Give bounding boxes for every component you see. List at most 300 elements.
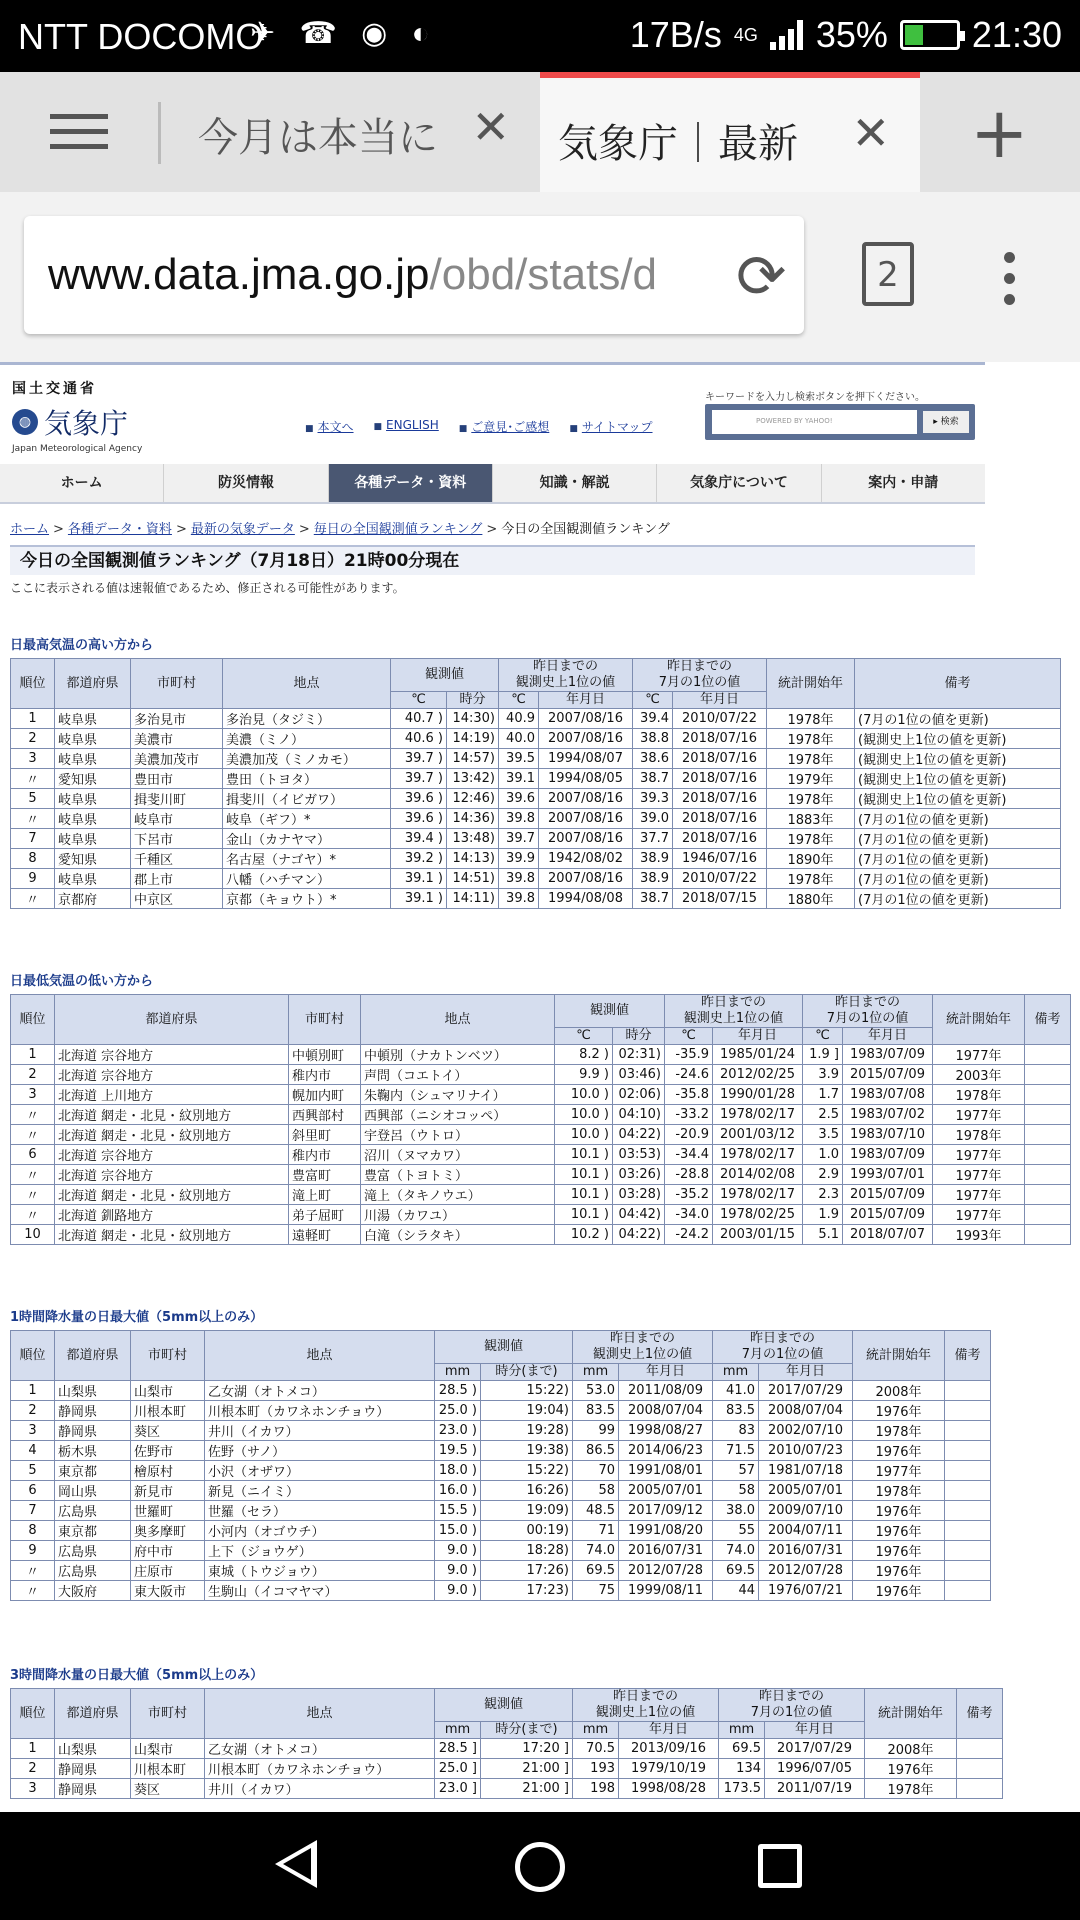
- table-cell: 2003年: [933, 1065, 1025, 1085]
- table-cell: 東京都: [55, 1521, 131, 1541]
- table-cell: 28.5 ]: [435, 1739, 481, 1759]
- table-cell: 北海道 網走・北見・紋別地方: [55, 1185, 289, 1205]
- table-cell: 39.1 ): [391, 869, 447, 889]
- table-row: [11, 1759, 1003, 1779]
- table-cell: 岐阜県: [55, 729, 131, 749]
- column-header: 昨日までの 7月の1位の値: [803, 995, 933, 1028]
- tab-divider: [158, 102, 161, 164]
- table-cell: 53.0: [573, 1381, 619, 1401]
- table-cell: 1976年: [865, 1759, 957, 1779]
- nav-data[interactable]: 各種データ・資料: [329, 464, 493, 502]
- back-icon[interactable]: [275, 1840, 317, 1888]
- table-cell: 豊田市: [131, 769, 223, 789]
- column-header: 観測値: [391, 659, 499, 692]
- column-header: 統計開始年: [853, 1331, 945, 1381]
- table-cell: 1890年: [767, 849, 855, 869]
- table-cell: 39.4: [633, 709, 673, 729]
- table-row: [11, 1205, 1071, 1225]
- table-cell: 1983/07/02: [843, 1105, 933, 1125]
- min-temp-table: [10, 994, 1071, 1245]
- table-row: [11, 1481, 991, 1501]
- table-cell: 7: [11, 1501, 55, 1521]
- table-cell: 1977年: [933, 1045, 1025, 1065]
- column-header: 順位: [11, 1331, 55, 1381]
- table-cell: [1025, 1105, 1071, 1125]
- table-cell: 1976年: [853, 1541, 945, 1561]
- table-cell: 25.0 ): [435, 1401, 481, 1421]
- table-cell: [945, 1461, 991, 1481]
- table-cell: 1991/08/01: [619, 1461, 713, 1481]
- column-header: 昨日までの 観測史上1位の値: [499, 659, 633, 692]
- table-row: [11, 1085, 1071, 1105]
- table-cell: 広島県: [55, 1541, 131, 1561]
- table-cell: 山梨県: [55, 1739, 131, 1759]
- table-cell: 〃: [11, 1561, 55, 1581]
- table-cell: 美濃市: [131, 729, 223, 749]
- table-cell: 1946/07/16: [673, 849, 767, 869]
- site-name: 気象庁: [44, 407, 129, 440]
- table-cell: 48.5: [573, 1501, 619, 1521]
- table-cell: 10: [11, 1225, 55, 1245]
- table-cell: 2012/07/28: [619, 1561, 713, 1581]
- table-cell: 14:36): [447, 809, 499, 829]
- column-header: 地点: [205, 1331, 435, 1381]
- column-header: 都道府県: [55, 995, 289, 1045]
- table-cell: 3: [11, 1421, 55, 1441]
- table-cell: 名古屋（ナゴヤ）*: [223, 849, 391, 869]
- table-cell: 川根本町: [131, 1401, 205, 1421]
- table-cell: 38.7: [633, 769, 673, 789]
- table-cell: 55: [713, 1521, 759, 1541]
- table-cell: 井川（イカワ）: [205, 1421, 435, 1441]
- table-cell: -34.4: [665, 1145, 713, 1165]
- table-cell: 44: [713, 1581, 759, 1601]
- table-cell: (観測史上1位の値を更新): [855, 749, 1061, 769]
- table-cell: 〃: [11, 1105, 55, 1125]
- table-row: [11, 709, 1061, 729]
- table-cell: 2007/08/16: [539, 789, 633, 809]
- table-cell: 静岡県: [55, 1401, 131, 1421]
- table-cell: 1977年: [933, 1145, 1025, 1165]
- link-feedback[interactable]: ■ ご意見･ご感想: [459, 418, 550, 435]
- column-header: 備考: [1025, 995, 1071, 1045]
- table-row: [11, 1421, 991, 1441]
- table-cell: 2010/07/22: [673, 869, 767, 889]
- table-cell: 〃: [11, 889, 55, 909]
- table-cell: 1942/08/02: [539, 849, 633, 869]
- table-cell: 2017/07/29: [759, 1381, 853, 1401]
- table-row: [11, 1165, 1071, 1185]
- table-cell: 39.1 ): [391, 889, 447, 909]
- tab-1-close-icon[interactable]: ✕: [471, 101, 510, 153]
- tab-switcher-button[interactable]: 2: [862, 242, 914, 306]
- table-cell: 14:30): [447, 709, 499, 729]
- table-cell: 小河内（オゴウチ）: [205, 1521, 435, 1541]
- table-cell: 山梨市: [131, 1381, 205, 1401]
- column-subheader: 時分(まで): [481, 1722, 573, 1739]
- table-cell: -24.6: [665, 1065, 713, 1085]
- table-cell: 朱鞠内（シュマリナイ）: [361, 1085, 555, 1105]
- column-header: 備考: [945, 1331, 991, 1381]
- table-cell: 中京区: [131, 889, 223, 909]
- table-cell: 16.0 ): [435, 1481, 481, 1501]
- table-cell: -28.8: [665, 1165, 713, 1185]
- table-cell: 6: [11, 1145, 55, 1165]
- column-header: 地点: [361, 995, 555, 1045]
- table-cell: 2018/07/16: [673, 749, 767, 769]
- nav-guide[interactable]: 案内・申請: [868, 475, 939, 491]
- table-cell: 17:20 ]: [481, 1739, 573, 1759]
- table-cell: 41.0: [713, 1381, 759, 1401]
- table-cell: 1994/08/05: [539, 769, 633, 789]
- column-header: 都道府県: [55, 1689, 131, 1739]
- table-cell: 2015/07/09: [843, 1205, 933, 1225]
- table-cell: 東城（トウジョウ）: [205, 1561, 435, 1581]
- column-header: 昨日までの 観測史上1位の値: [573, 1331, 713, 1364]
- table-cell: 1978年: [853, 1421, 945, 1441]
- table-cell: 1978/02/17: [713, 1105, 803, 1125]
- notification-icons: ✈ ☎ ◉ ◐: [250, 17, 438, 50]
- table-cell: 39.7 ): [391, 769, 447, 789]
- table-cell: 39.5: [499, 749, 539, 769]
- table-cell: 75: [573, 1581, 619, 1601]
- table-row: [11, 1225, 1071, 1245]
- table-cell: 2005/07/01: [759, 1481, 853, 1501]
- table-cell: 193: [573, 1759, 619, 1779]
- table-cell: 2008/07/04: [619, 1401, 713, 1421]
- table-cell: 井川（イカワ）: [205, 1779, 435, 1799]
- table-cell: 庄原市: [131, 1561, 205, 1581]
- table-cell: (観測史上1位の値を更新): [855, 769, 1061, 789]
- table-cell: 佐野市: [131, 1441, 205, 1461]
- clock: 21:30: [971, 14, 1062, 55]
- table-cell: 西興部（ニシオコッペ）: [361, 1105, 555, 1125]
- column-header: 順位: [11, 995, 55, 1045]
- tab-1[interactable]: [180, 72, 540, 192]
- breadcrumb-latest[interactable]: 最新の気象データ: [190, 522, 295, 537]
- table-cell: 00:19): [481, 1521, 573, 1541]
- table-cell: 6: [11, 1481, 55, 1501]
- nav-knowledge[interactable]: 知識・解説: [493, 464, 657, 502]
- table-cell: 2010/07/23: [759, 1441, 853, 1461]
- table-cell: 1977年: [933, 1105, 1025, 1125]
- tab-2-title: 気象庁｜最新: [558, 122, 798, 166]
- table-cell: 静岡県: [55, 1421, 131, 1441]
- table-cell: 03:46): [613, 1065, 665, 1085]
- table-row: [11, 1521, 991, 1541]
- table-cell: 美濃加茂市: [131, 749, 223, 769]
- tab-2-close-icon[interactable]: ✕: [851, 107, 890, 159]
- table-row: [11, 1381, 991, 1401]
- table-cell: 1978/02/17: [713, 1185, 803, 1205]
- table-row: [11, 749, 1061, 769]
- column-subheader: ℃: [391, 692, 447, 709]
- column-subheader: 年月日: [673, 692, 767, 709]
- jma-emblem-icon: ◍: [12, 409, 38, 435]
- table-cell: 西興部村: [289, 1105, 361, 1125]
- recent-apps-icon[interactable]: [758, 1844, 802, 1888]
- table-cell: 15:22): [481, 1381, 573, 1401]
- breadcrumb-data[interactable]: 各種データ・資料: [67, 522, 172, 537]
- table-cell: 1978年: [767, 829, 855, 849]
- table-row: [11, 1401, 991, 1421]
- table-cell: 東京都: [55, 1461, 131, 1481]
- table-cell: 57: [713, 1461, 759, 1481]
- table-cell: -35.2: [665, 1185, 713, 1205]
- link-english[interactable]: ■ ENGLISH: [374, 418, 439, 435]
- table-row: [11, 1561, 991, 1581]
- table-cell: 北海道 上川地方: [55, 1085, 289, 1105]
- table-cell: 滝上町: [289, 1185, 361, 1205]
- table-cell: 豊富（トヨトミ）: [361, 1165, 555, 1185]
- battery-icon: [900, 20, 960, 50]
- table-cell: 69.5: [573, 1561, 619, 1581]
- table-cell: 静岡県: [55, 1779, 131, 1799]
- table-cell: 74.0: [713, 1541, 759, 1561]
- table-cell: 美濃（ミノ）: [223, 729, 391, 749]
- table-cell: 1976年: [853, 1501, 945, 1521]
- table-cell: 1990/01/28: [713, 1085, 803, 1105]
- table-cell: (観測史上1位の値を更新): [855, 789, 1061, 809]
- column-subheader: ℃: [665, 1028, 713, 1045]
- table-cell: 19:28): [481, 1421, 573, 1441]
- carrier-name: NTT DOCOMO: [18, 16, 264, 57]
- table-row: [11, 1739, 1003, 1759]
- search-box: [705, 404, 975, 440]
- table-cell: [945, 1561, 991, 1581]
- min-temp-title: 日最低気温の低い方から: [10, 974, 154, 989]
- table-cell: 2018/07/16: [673, 789, 767, 809]
- column-subheader: mm: [719, 1722, 765, 1739]
- column-subheader: mm: [435, 1364, 481, 1381]
- table-cell: 川湯（カワユ）: [361, 1205, 555, 1225]
- table-cell: [1025, 1145, 1071, 1165]
- table-cell: 1983/07/08: [843, 1085, 933, 1105]
- table-cell: [1025, 1065, 1071, 1085]
- table-cell: 39.7: [499, 829, 539, 849]
- new-tab-icon[interactable]: +: [970, 92, 1029, 174]
- table-cell: 中頓別（ナカトンベツ）: [361, 1045, 555, 1065]
- table-cell: 9.9 ): [555, 1065, 613, 1085]
- column-subheader: ℃: [803, 1028, 843, 1045]
- table-cell: 愛知県: [55, 849, 131, 869]
- table-cell: 2018/07/16: [673, 829, 767, 849]
- link-main-content[interactable]: ■ 本文へ: [305, 418, 354, 435]
- table-cell: 1979/10/19: [619, 1759, 719, 1779]
- table-cell: 葵区: [131, 1779, 205, 1799]
- reload-icon[interactable]: ⟳: [736, 242, 787, 312]
- table-cell: 39.4 ): [391, 829, 447, 849]
- jma-logo[interactable]: [12, 378, 142, 454]
- table-cell: 豊富町: [289, 1165, 361, 1185]
- table-cell: 乙女湖（オトメコ）: [205, 1739, 435, 1759]
- table-cell: 1985/01/24: [713, 1045, 803, 1065]
- table-cell: 2010/07/22: [673, 709, 767, 729]
- table-cell: 1999/08/11: [619, 1581, 713, 1601]
- max-temp-table: [10, 658, 1061, 909]
- table-cell: (7月の1位の値を更新): [855, 829, 1061, 849]
- table-cell: 美濃加茂（ミノカモ）: [223, 749, 391, 769]
- table-cell: 1983/07/09: [843, 1145, 933, 1165]
- table-cell: 2.9: [803, 1165, 843, 1185]
- table-cell: 40.7 ): [391, 709, 447, 729]
- column-header: 順位: [11, 1689, 55, 1739]
- table-cell: (7月の1位の値を更新): [855, 809, 1061, 829]
- table-cell: 世羅（セラ）: [205, 1501, 435, 1521]
- network-speed: 17B/s: [629, 14, 722, 55]
- tab-2-active[interactable]: [540, 72, 920, 192]
- table-cell: 広島県: [55, 1561, 131, 1581]
- table-cell: 39.2 ): [391, 849, 447, 869]
- nav-about[interactable]: 気象庁について: [657, 464, 821, 502]
- table-cell: 12:46): [447, 789, 499, 809]
- table-cell: 新見市: [131, 1481, 205, 1501]
- column-subheader: ℃: [555, 1028, 613, 1045]
- table-cell: 19:09): [481, 1501, 573, 1521]
- column-header: 昨日までの 観測史上1位の値: [573, 1689, 719, 1722]
- table-cell: 2: [11, 1065, 55, 1085]
- column-header: 市町村: [131, 1331, 205, 1381]
- table-cell: 1976年: [853, 1561, 945, 1581]
- table-row: [11, 1045, 1071, 1065]
- table-cell: 2002/07/10: [759, 1421, 853, 1441]
- table-cell: -20.9: [665, 1125, 713, 1145]
- table-cell: 1: [11, 709, 55, 729]
- table-cell: 86.5: [573, 1441, 619, 1461]
- table-cell: [945, 1581, 991, 1601]
- table-cell: 稚内市: [289, 1145, 361, 1165]
- table-cell: 23.0 ]: [435, 1779, 481, 1799]
- table-cell: 69.5: [713, 1561, 759, 1581]
- table-cell: 9.0 ): [435, 1561, 481, 1581]
- table-cell: 17:23): [481, 1581, 573, 1601]
- table-cell: 北海道 網走・北見・紋別地方: [55, 1225, 289, 1245]
- breadcrumb-daily-ranking[interactable]: 毎日の全国観測値ランキング: [313, 522, 483, 537]
- table-cell: 14:13): [447, 849, 499, 869]
- table-cell: 39.6 ): [391, 809, 447, 829]
- table-cell: 新見（ニイミ）: [205, 1481, 435, 1501]
- table-cell: -35.8: [665, 1085, 713, 1105]
- search-button[interactable]: ▸ 検索: [923, 411, 969, 433]
- table-row: [11, 769, 1061, 789]
- table-cell: 1991/08/20: [619, 1521, 713, 1541]
- table-cell: 多治見市: [131, 709, 223, 729]
- table-cell: 岐阜県: [55, 749, 131, 769]
- table-cell: 83.5: [573, 1401, 619, 1421]
- table-cell: 1: [11, 1381, 55, 1401]
- table-cell: 15:22): [481, 1461, 573, 1481]
- home-icon[interactable]: [515, 1842, 565, 1892]
- rain-3h-table: [10, 1688, 1003, 1799]
- table-cell: 声問（コエトイ）: [361, 1065, 555, 1085]
- table-cell: 川根本町（カワネホンチョウ）: [205, 1401, 435, 1421]
- table-cell: 北海道 宗谷地方: [55, 1165, 289, 1185]
- table-cell: 2.5: [803, 1105, 843, 1125]
- url-bar[interactable]: [24, 216, 804, 334]
- table-cell: 千種区: [131, 849, 223, 869]
- table-cell: 5: [11, 1461, 55, 1481]
- header-row: [11, 1689, 1003, 1722]
- column-subheader: 年月日: [843, 1028, 933, 1045]
- table-cell: 佐野（サノ）: [205, 1441, 435, 1461]
- table-cell: 17:26): [481, 1561, 573, 1581]
- table-cell: 10.2 ): [555, 1225, 613, 1245]
- table-cell: 〃: [11, 1205, 55, 1225]
- table-cell: 10.1 ): [555, 1185, 613, 1205]
- table-cell: 3.9: [803, 1065, 843, 1085]
- table-cell: 1978年: [933, 1085, 1025, 1105]
- column-subheader: 年月日: [713, 1028, 803, 1045]
- table-cell: (7月の1位の値を更新): [855, 869, 1061, 889]
- table-cell: 1.0: [803, 1145, 843, 1165]
- table-cell: 2007/08/16: [539, 809, 633, 829]
- table-cell: 39.8: [499, 869, 539, 889]
- table-row: [11, 1541, 991, 1561]
- table-cell: 39.8: [499, 809, 539, 829]
- nav-disaster[interactable]: 防災情報: [164, 464, 328, 502]
- table-cell: 14:57): [447, 749, 499, 769]
- nav-home[interactable]: ホーム: [0, 464, 164, 502]
- table-cell: 2009/07/10: [759, 1501, 853, 1521]
- table-row: [11, 1185, 1071, 1205]
- table-cell: 1978年: [767, 869, 855, 889]
- table-cell: 2017/09/12: [619, 1501, 713, 1521]
- table-cell: 北海道 宗谷地方: [55, 1045, 289, 1065]
- link-sitemap[interactable]: ■ サイトマップ: [569, 418, 652, 435]
- table-cell: 40.6 ): [391, 729, 447, 749]
- table-cell: [945, 1481, 991, 1501]
- column-subheader: ℃: [499, 692, 539, 709]
- table-cell: 〃: [11, 1165, 55, 1185]
- column-header: 市町村: [131, 659, 223, 709]
- menu-icon[interactable]: [50, 114, 108, 150]
- column-subheader: 時分(まで): [481, 1364, 573, 1381]
- breadcrumb-home[interactable]: ホーム: [10, 522, 50, 537]
- table-cell: 1979年: [767, 769, 855, 789]
- table-cell: 北海道 宗谷地方: [55, 1065, 289, 1085]
- table-cell: -24.2: [665, 1225, 713, 1245]
- table-cell: 99: [573, 1421, 619, 1441]
- column-subheader: 時分: [613, 1028, 665, 1045]
- table-cell: [957, 1739, 1003, 1759]
- table-cell: -33.2: [665, 1105, 713, 1125]
- table-cell: 白滝（シラタキ）: [361, 1225, 555, 1245]
- table-cell: 2: [11, 1759, 55, 1779]
- table-cell: 37.7: [633, 829, 673, 849]
- table-cell: 葵区: [131, 1421, 205, 1441]
- url-text[interactable]: [48, 250, 657, 300]
- more-options-icon[interactable]: [1004, 252, 1016, 315]
- table-cell: [1025, 1085, 1071, 1105]
- header-divider: [0, 362, 985, 365]
- table-cell: 10.1 ): [555, 1205, 613, 1225]
- table-cell: 1981/07/18: [759, 1461, 853, 1481]
- column-header: 地点: [205, 1689, 435, 1739]
- table-cell: 39.7 ): [391, 749, 447, 769]
- table-cell: 川根本町: [131, 1759, 205, 1779]
- table-cell: 揖斐川町: [131, 789, 223, 809]
- search-input[interactable]: POWERED BY YAHOO!: [712, 410, 917, 434]
- table-cell: 1880年: [767, 889, 855, 909]
- table-cell: 愛知県: [55, 769, 131, 789]
- header-row: [11, 1331, 991, 1364]
- system-nav-bar: [0, 1812, 1080, 1920]
- table-cell: 〃: [11, 1185, 55, 1205]
- table-cell: 中頓別町: [289, 1045, 361, 1065]
- table-cell: 2007/08/16: [539, 709, 633, 729]
- table-cell: 北海道 網走・北見・紋別地方: [55, 1105, 289, 1125]
- table-cell: 39.1: [499, 769, 539, 789]
